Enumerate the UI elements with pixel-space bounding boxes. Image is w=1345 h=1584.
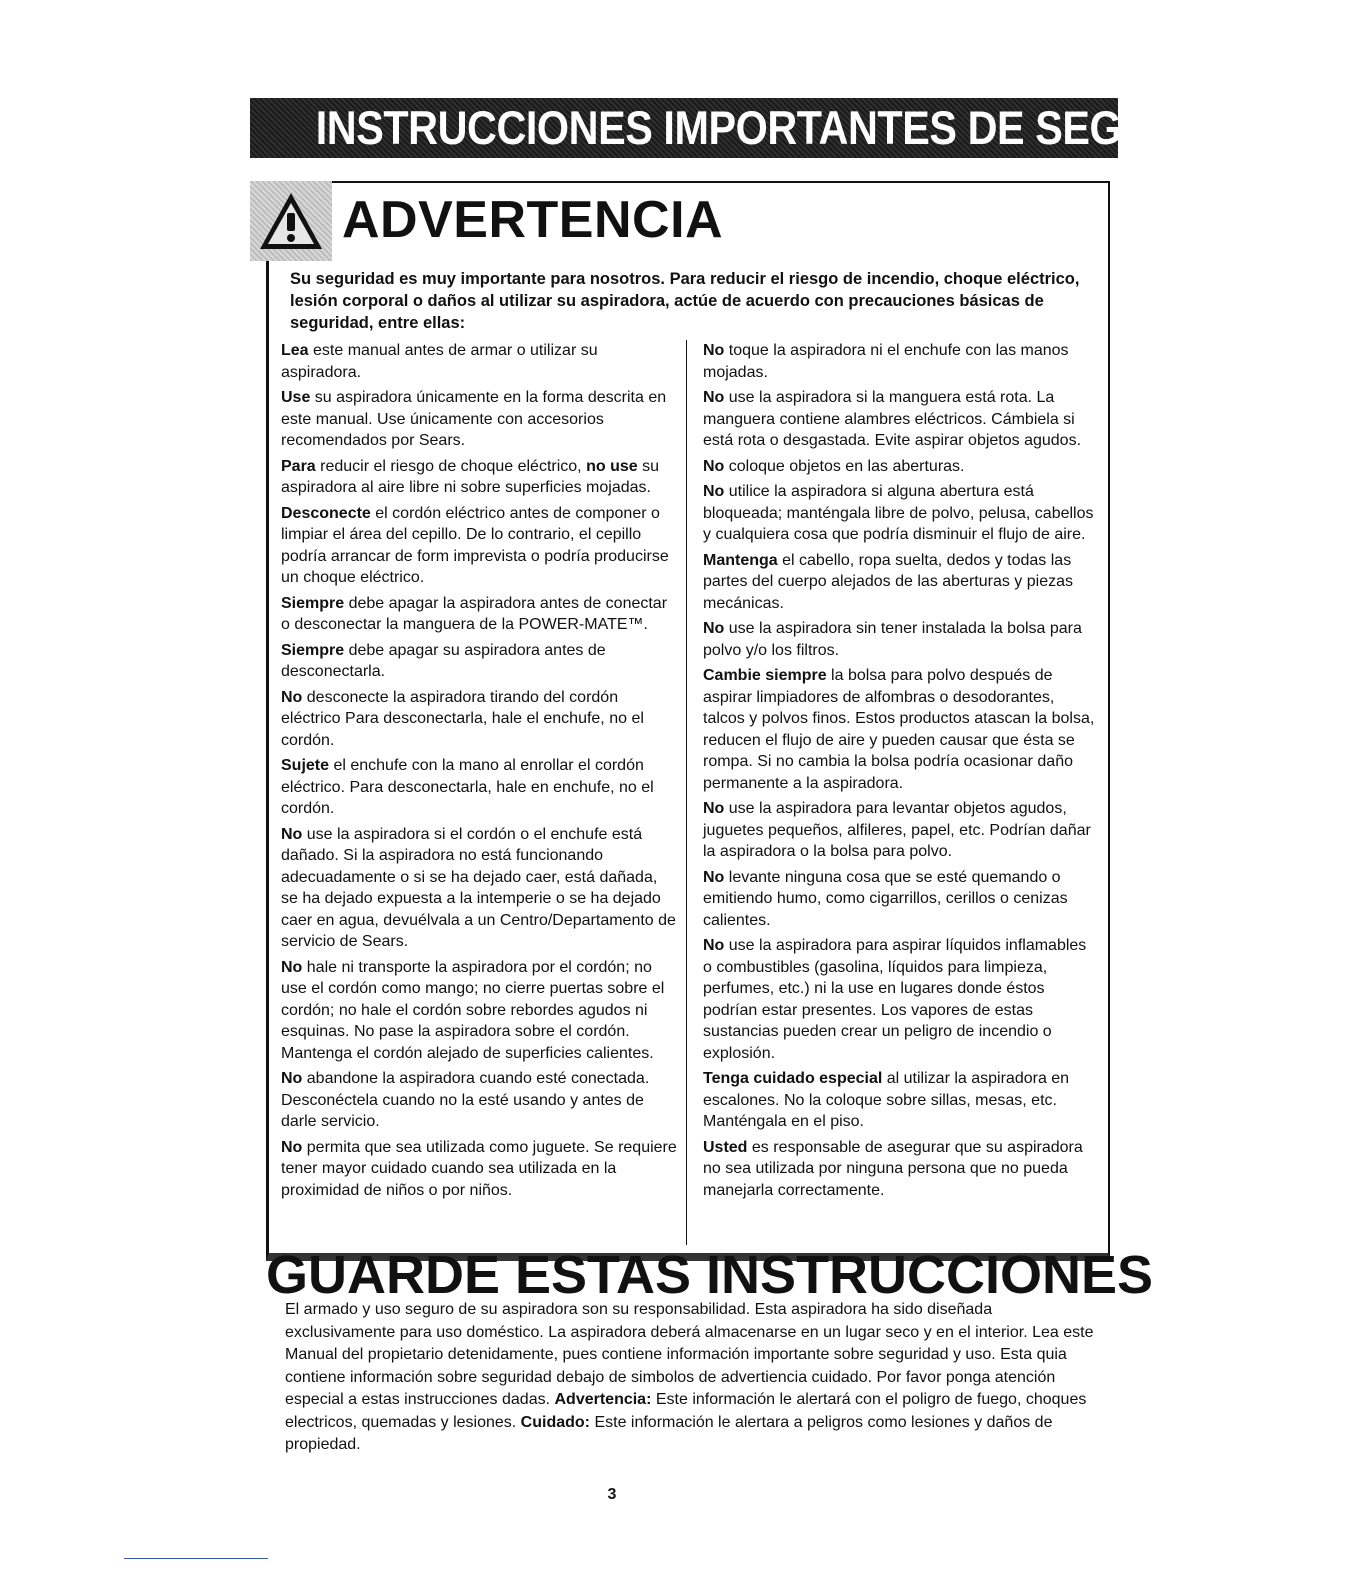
footer-paragraph: El armado y uso seguro de su aspiradora son su responsabilidad. Esta aspiradora ha sido diseñada exclusivamente para uso doméstico. La aspiradora deberá almacenarse en un lugar seco y en el interior. Lea este Manual del propietario detenidamente, pues contiene información importante sobre seguridad y uso. Esta quia contiene información sobre seguridad debajo de simbolos de advertiencia cuidado. Por favor ponga atención especial a estas instrucciones dadas. Advertencia: Este información le alertará con el poligro de fuego, choques electricos, quemadas y lesiones. Cuidado: Este información le alertara a peligros como lesiones y daños de propiedad.	[285, 1301, 1094, 1453]
warning-icon-box	[250, 181, 332, 261]
list-item: No toque la aspiradora ni el enchufe con las manos mojadas.	[703, 342, 1069, 381]
list-item: No use la aspiradora si la manguera está rota. La manguera contiene alambres eléctricos. Cámbiela si está rota o desgastada. Evite aspirar objetos agudos.	[703, 389, 1082, 449]
footnote-rule	[124, 1558, 268, 1559]
banner-title: INSTRUCCIONES IMPORTANTES DE SEGURIDAD	[315, 101, 1280, 154]
list-item: Usted es responsable de asegurar que su aspiradora no sea utilizada por ninguna persona que no pueda manejarla correctamente.	[703, 1138, 1083, 1199]
left-column	[281, 340, 677, 1205]
column-divider	[686, 340, 687, 1245]
list-item: No utilice la aspiradora si alguna abertura está bloqueada; manténgala libre de polvo, pelusa, cabellos y cualquiera cosa que podría disminuir el flujo de aire.	[703, 483, 1094, 543]
right-column	[703, 340, 1098, 1205]
list-item: Mantenga el cabello, ropa suelta, dedos y todas las partes del cuerpo alejados de las aberturas y piezas mecánicas.	[703, 551, 1073, 612]
list-item: Desconecte el cordón eléctrico antes de componer o limpiar el área del cepillo. De lo contrario, el cepillo podría arrancar de form imprevista o podría producirse un choque eléctrico.	[281, 504, 669, 586]
list-item: No use la aspiradora para aspirar líquidos inflamables o combustibles (gasolina, líquidos para limpieza, perfumes, etc.) ni la use en lugares donde éstos podrían estar presentes. Los vapores de estas sustancias pueden crear un peligro de incendio o explosión.	[703, 937, 1087, 1062]
page-number: 3	[607, 1486, 617, 1503]
list-item: Tenga cuidado especial al utilizar la aspiradora en escalones. No la coloque sobre sillas, mesas, etc. Manténgala en el piso.	[703, 1070, 1070, 1130]
list-item: Siempre debe apagar la aspiradora antes de conectar o desconectar la manguera de la POWER-MATE™.	[281, 594, 668, 633]
warning-intro: Su seguridad es muy importante para nosotros. Para reducir el riesgo de incendio, choque eléctrico, lesión corporal o daños al utilizar su aspiradora, actúe de acuerdo con precauciones básicas de seguridad, entre ellas:	[290, 270, 1080, 332]
list-item: No coloque objetos en las aberturas.	[703, 457, 965, 475]
list-item: No use la aspiradora si el cordón o el enchufe está dañado. Si la aspiradora no está funcionando adecuadamente o si se ha dejado caer, está dañada, se ha dejado expuesta a la intemperie o se ha dejado caer en agua, devuélvala a un Centro/Departamento de servicio de Sears.	[281, 825, 676, 950]
warning-heading: ADVERTENCIA	[342, 191, 724, 249]
safety-banner	[250, 98, 1280, 158]
list-item: Para reducir el riesgo de choque eléctrico, no use su aspiradora al aire libre ni sobre superficies mojadas.	[281, 457, 659, 496]
save-instructions-heading: GUARDE ESTAS INSTRUCCIONES	[266, 1245, 1154, 1305]
list-item: No hale ni transporte la aspiradora por el cordón; no use el cordón como mango; no cierre puertas sobre el cordón; no hale el cordón sobre rebordes agudos ni esquinas. No pase la aspiradora sobre el cordón. Mantenga el cordón alejado de superficies calientes.	[281, 958, 665, 1062]
warning-triangle-icon	[256, 189, 326, 253]
panel-top-rule	[330, 181, 1110, 183]
list-item: Lea este manual antes de armar o utilizar su aspiradora.	[281, 342, 598, 381]
list-item: Siempre debe apagar su aspiradora antes de desconectarla.	[281, 641, 606, 680]
list-item: No use la aspiradora sin tener instalada la bolsa para polvo y/o los filtros.	[703, 620, 1082, 659]
list-item: No use la aspiradora para levantar objetos agudos, juguetes pequeños, alfileres, papel, etc. Podrían dañar la aspiradora o la bolsa para polvo.	[703, 800, 1091, 860]
list-item: Cambie siempre la bolsa para polvo después de aspirar limpiadores de alfombras o desodorantes, talcos y polvos finos. Estos productos atascan la bolsa, reducen el flujo de aire y pueden causar que ésta se rompa. Si no cambia la bolsa podría ocasionar daño permanente a la aspiradora.	[703, 667, 1095, 792]
list-item: No permita que sea utilizada como juguete. Se requiere tener mayor cuidado cuando sea utilizada en la proximidad de niños o por niños.	[281, 1138, 677, 1199]
list-item: No abandone la aspiradora cuando esté conectada. Desconéctela cuando no la esté usando y antes de darle servicio.	[281, 1070, 650, 1130]
list-item: No levante ninguna cosa que se esté quemando o emitiendo humo, como cigarrillos, cerillos o cenizas calientes.	[703, 868, 1068, 929]
list-item: Use su aspiradora únicamente en la forma descrita en este manual. Use únicamente con accesorios recomendados por Sears.	[281, 389, 667, 449]
list-item: No desconecte la aspiradora tirando del cordón eléctrico Para desconectarla, hale el enchufe, no el cordón.	[281, 688, 644, 749]
list-item: Sujete el enchufe con la mano al enrollar el cordón eléctrico. Para desconectarla, hale en enchufe, no el cordón.	[281, 757, 654, 817]
